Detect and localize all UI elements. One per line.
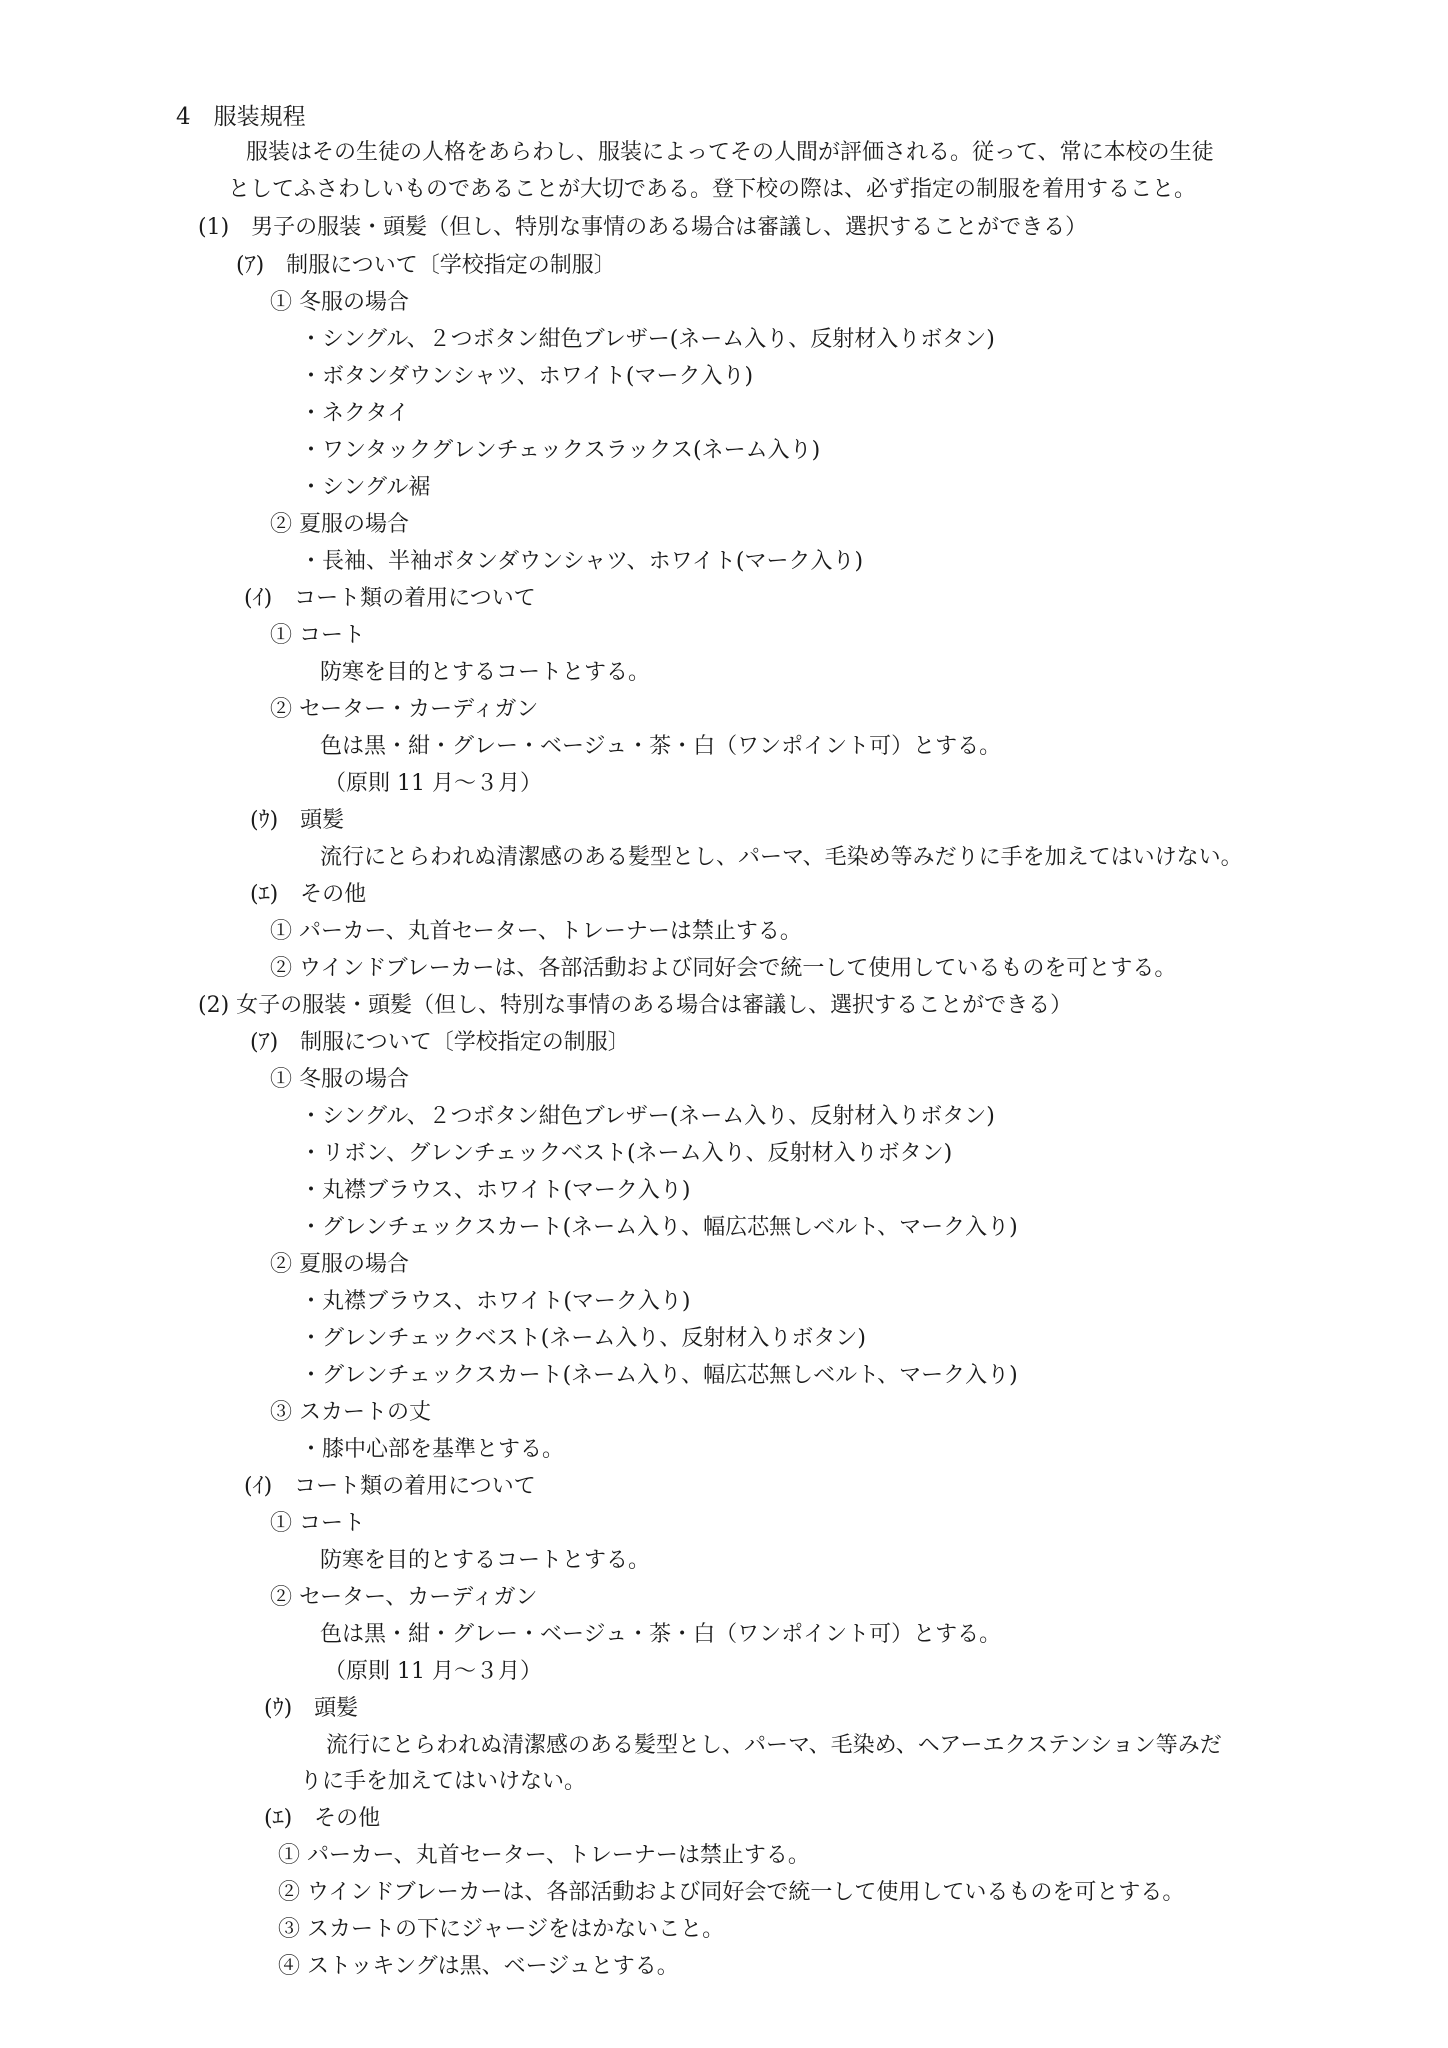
male-hair-text: 流行にとらわれぬ清潔感のある髪型とし、パーマ、毛染め等みだりに手を加えてはいけない。 [320,845,1243,870]
female-summer-item: ・丸襟ブラウス、ホワイト(マーク入り) [300,1289,691,1314]
female-winter-item: ・シングル、２つボタン紺色ブレザー(ネーム入り、反射材入りボタン) [300,1104,995,1129]
female-sweater-title: ② セーター、カーディガン [270,1585,538,1610]
male-other-item: ② ウインドブレーカーは、各部活動および同好会で統一して使用しているものを可とする。 [270,956,1177,981]
male-sweater-period: （原則 11 月～３月） [324,771,542,796]
female-summer-item: ・グレンチェックスカート(ネーム入り、幅広芯無しベルト、マーク入り) [300,1363,1018,1388]
female-hair-text-2: りに手を加えてはいけない。 [300,1769,587,1794]
female-other-item: ③ スカートの下にジャージをはかないこと。 [278,1917,725,1942]
male-other-item: ① パーカー、丸首セーター、トレーナーは禁止する。 [270,919,802,944]
female-winter-item: ・リボン、グレンチェックベスト(ネーム入り、反射材入りボタン) [300,1141,953,1166]
male-winter-item: ・シングル、２つボタン紺色ブレザー(ネーム入り、反射材入りボタン) [300,327,995,352]
female-skirt-title: ③ スカートの丈 [270,1400,431,1425]
male-section-title: (1) 男子の服装・頭髪（但し、特別な事情のある場合は審議し、選択することができる） [198,215,1088,240]
female-winter-title: ① 冬服の場合 [270,1067,409,1092]
female-coat-subtitle: ① コート [270,1511,365,1536]
male-uniform-title: (ｱ) 制服について〔学校指定の制服〕 [236,253,616,278]
male-sweater-title: ② セーター・カーディガン [270,697,539,722]
female-winter-item: ・丸襟ブラウス、ホワイト(マーク入り) [300,1178,691,1203]
female-sweater-period: （原則 11 月～３月） [324,1659,542,1684]
male-winter-title: ① 冬服の場合 [270,290,409,315]
female-summer-item: ・グレンチェックベスト(ネーム入り、反射材入りボタン) [300,1326,866,1351]
male-winter-item: ・シングル裾 [300,475,431,500]
female-hair-title: (ｳ) 頭髪 [264,1696,359,1721]
female-other-item: ④ ストッキングは黒、ベージュとする。 [278,1954,679,1979]
female-coat-title: (ｲ) コート類の着用について [244,1474,536,1499]
female-sweater-text: 色は黒・紺・グレー・ベージュ・茶・白（ワンポイント可）とする。 [320,1622,1002,1647]
male-coat-subtitle: ① コート [270,623,365,648]
male-summer-item: ・長袖、半袖ボタンダウンシャツ、ホワイト(マーク入り) [300,549,864,574]
male-other-title: (ｴ) その他 [250,882,367,907]
female-other-item: ② ウインドブレーカーは、各部活動および同好会で統一して使用しているものを可とする。 [278,1880,1185,1905]
female-skirt-text: ・膝中心部を基準とする。 [300,1437,565,1462]
male-hair-title: (ｳ) 頭髪 [250,808,345,833]
female-hair-text-1: 流行にとらわれぬ清潔感のある髪型とし、パーマ、毛染め、ヘアーエクステンション等みだ [326,1733,1222,1758]
male-winter-item: ・ボタンダウンシャツ、ホワイト(マーク入り) [300,364,754,389]
female-coat-text: 防寒を目的とするコートとする。 [320,1548,651,1573]
male-sweater-text: 色は黒・紺・グレー・ベージュ・茶・白（ワンポイント可）とする。 [320,734,1002,759]
male-coat-text: 防寒を目的とするコートとする。 [320,660,651,685]
female-section-title: (2) 女子の服装・頭髪（但し、特別な事情のある場合は審議し、選択することができる） [198,993,1073,1018]
male-coat-title: (ｲ) コート類の着用について [244,586,536,611]
intro-line-1: 服装はその生徒の人格をあらわし、服装によってその人間が評価される。従って、常に本校の生徒 [246,140,1214,165]
female-winter-item: ・グレンチェックスカート(ネーム入り、幅広芯無しベルト、マーク入り) [300,1215,1018,1240]
female-summer-title: ② 夏服の場合 [270,1252,409,1277]
female-other-item: ① パーカー、丸首セーター、トレーナーは禁止する。 [278,1843,810,1868]
male-winter-item: ・ネクタイ [300,401,410,426]
female-uniform-title: (ｱ) 制服について〔学校指定の制服〕 [250,1030,630,1055]
section-heading: 4 服装規程 [176,104,306,130]
female-other-title: (ｴ) その他 [264,1806,381,1831]
male-winter-item: ・ワンタックグレンチェックスラックス(ネーム入り) [300,438,821,463]
intro-line-2: としてふさわしいものであることが大切である。登下校の際は、必ず指定の制服を着用すること。 [228,177,1197,202]
male-summer-title: ② 夏服の場合 [270,512,409,537]
